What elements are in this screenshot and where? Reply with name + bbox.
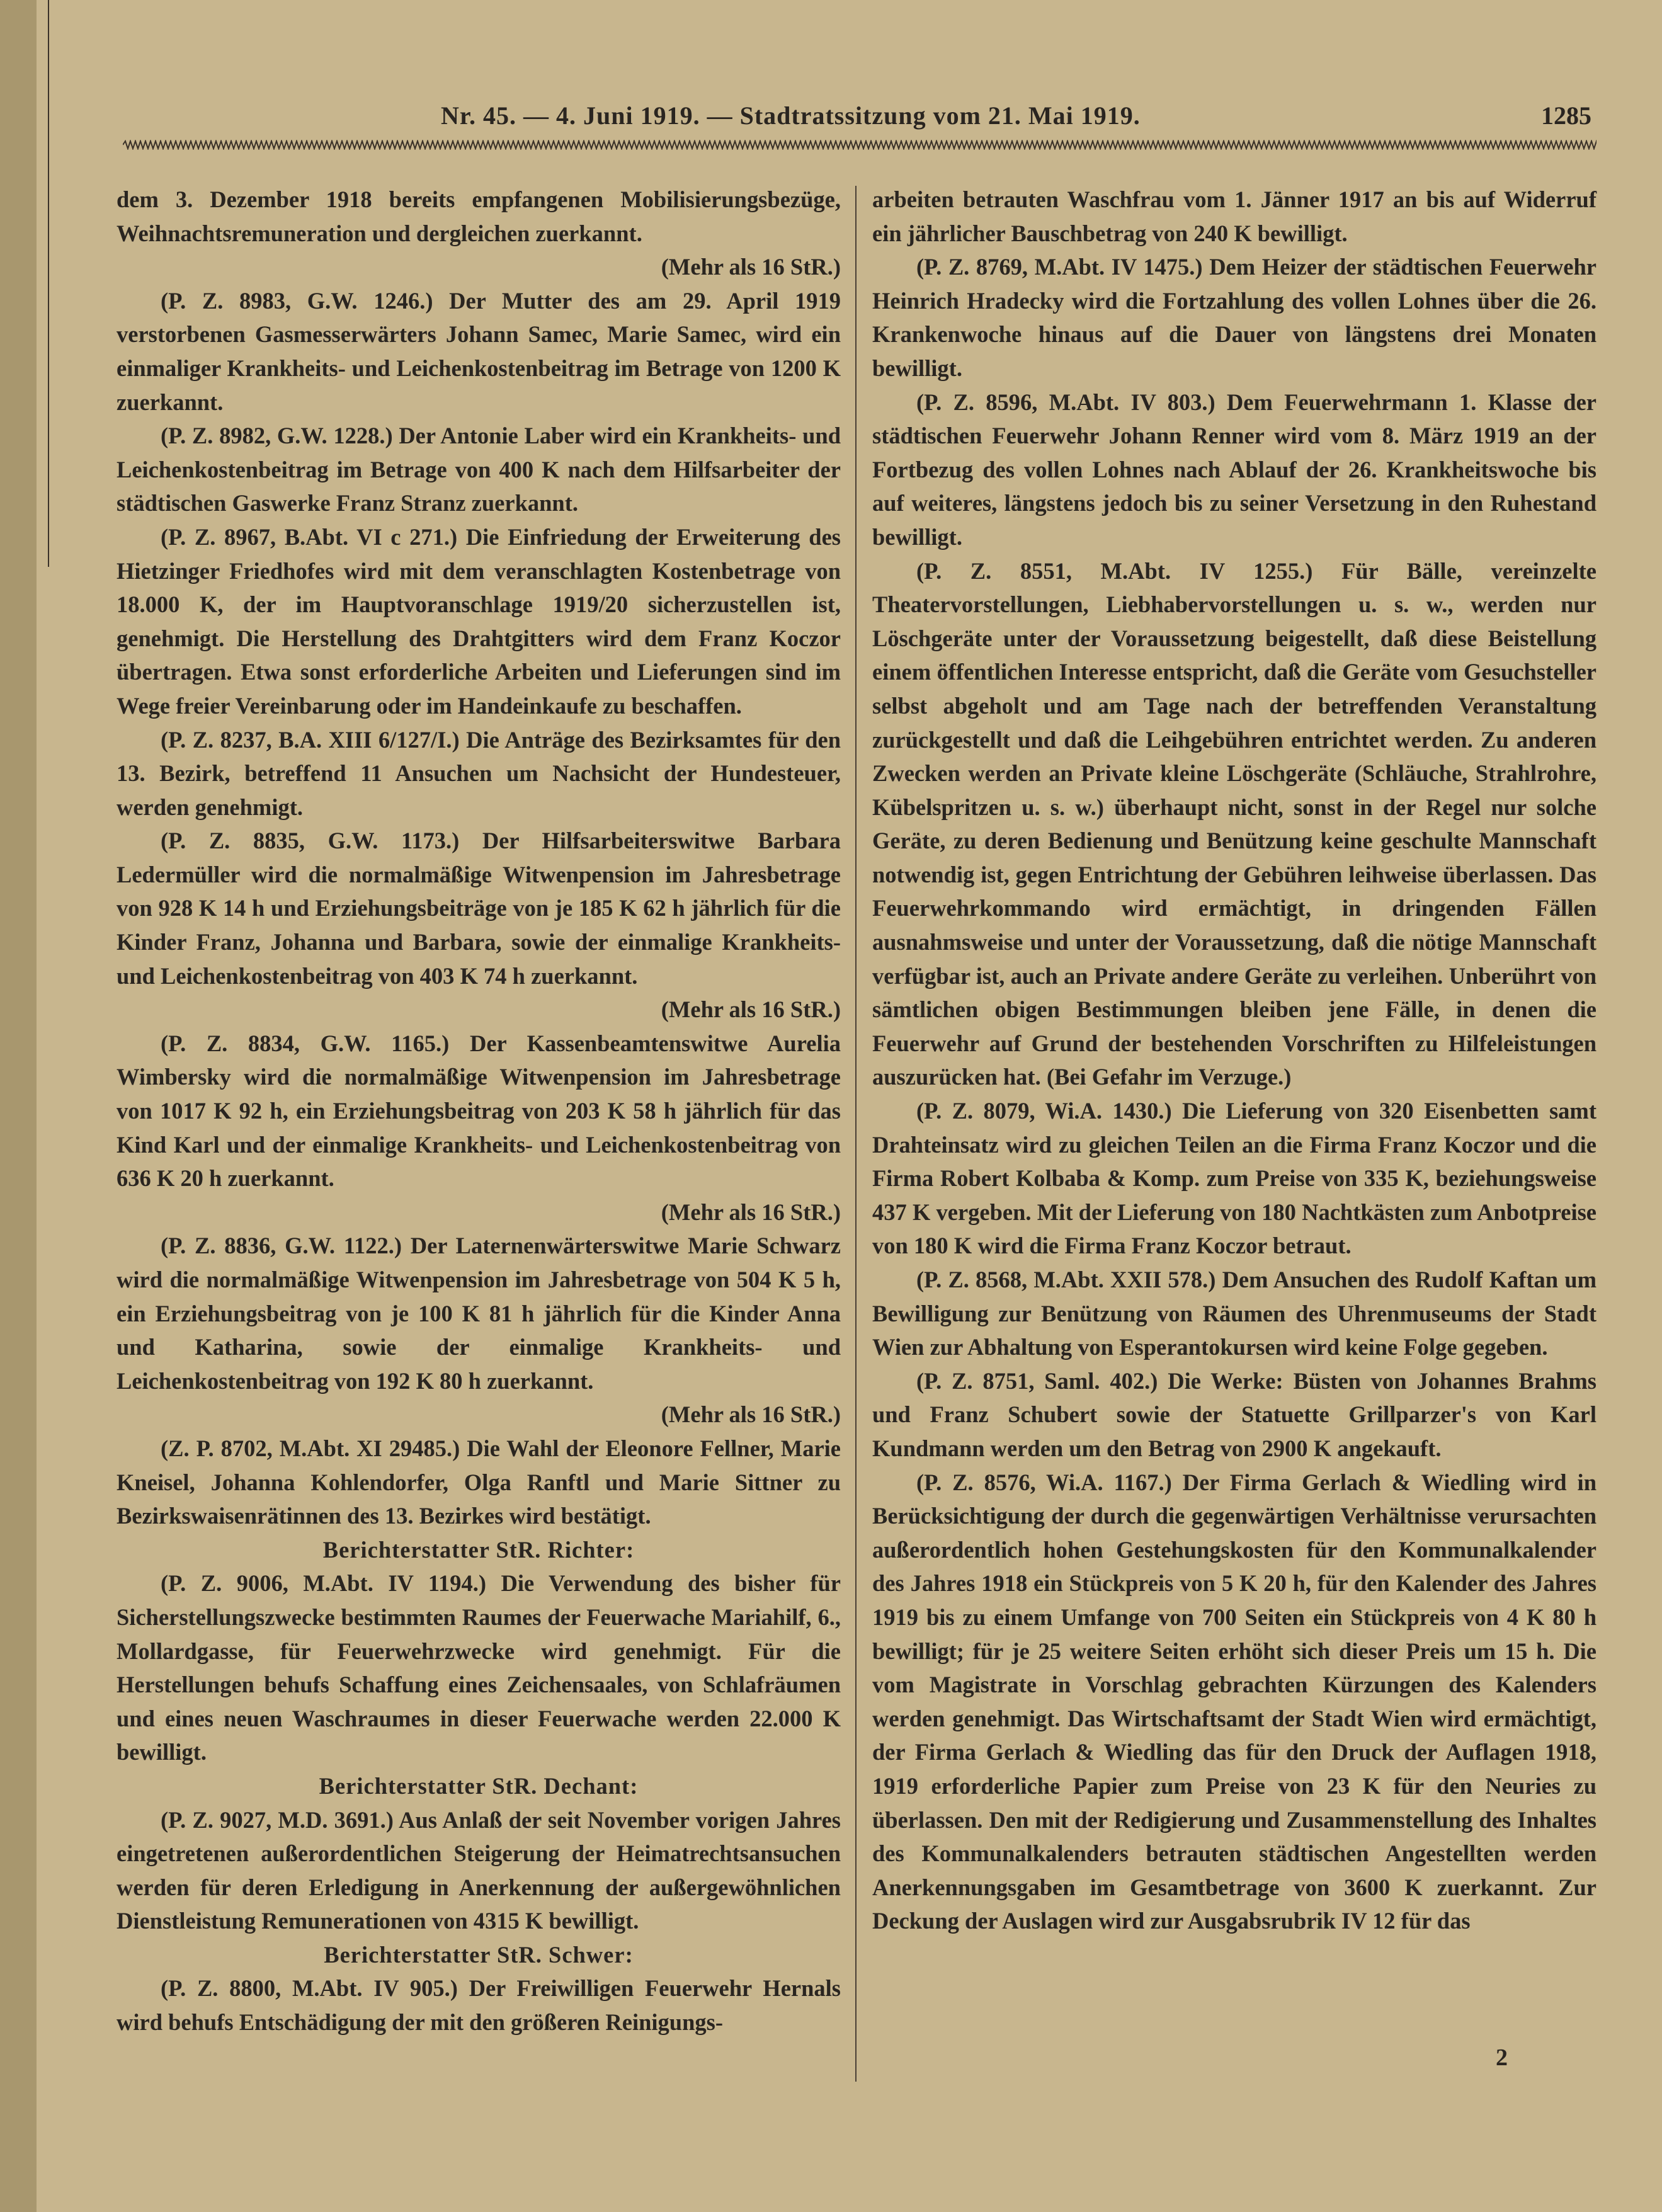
- running-header: [0, 101, 1662, 139]
- section-heading: Berichterstatter StR. Schwer:: [324, 1941, 634, 1968]
- paragraph: (P. Z. 8834, G.W. 1165.) Der Kassenbeamtenswitwe Aurelia Wimbersky wird die normalmäßige Witwenpension im Jahresbetrage von 1017 K 92 h, ein Erziehungsbeitrag von 203 K 58 h jährlich für das Kind Karl und der einmalige Krankheits- und Leichenkostenbeitrag von 636 K 20 h zuerkannt.: [117, 1030, 841, 1192]
- scan-edge: [0, 0, 37, 2212]
- paragraph: (P. Z. 8576, Wi.A. 1167.) Der Firma Gerlach & Wiedling wird in Berücksichtigung der durch die gegenwärtigen Verhältnisse verursachten außerordentlich hohen Gestehungskosten für den Kommunalkalender des Jahres 1918 ein Stückpreis von 5 K 20 h, für den Kalender des Jahres 1919 bis zu einem Umfange von 700 Seiten ein Stückpreis von 4 K 80 h bewilligt; für je 25 weitere Seiten erhöht sich dieser Preis um 15 h. Die vom Magistrate in Vorschlag gebrachten Kürzungen des Kalenders werden genehmigt. Das Wirtschaftsamt der Stadt Wien wird ermächtigt, der Firma Gerlach & Wiedling das für den Druck der Auflagen 1918, 1919 erforderliche Papier zum Preise von 23 K für den Neuries zu überlassen. Den mit der Redigierung und Zusammenstellung des Inhaltes des Kommunalkalenders betrauten städtischen Angestellten werden Anerkennungsgaben im Gesamtbetrage von 3600 K zuerkannt. Zur Deckung der Auslagen wird zur Ausgabsrubrik IV 12 für das: [872, 1469, 1597, 1934]
- vote-note: (Mehr als 16 StR.): [661, 1401, 841, 1428]
- paragraph: (P. Z. 8551, M.Abt. IV 1255.) Für Bälle, vereinzelte Theatervorstellungen, Liebhabervorstellungen u. s. w., werden nur Löschgeräte unter der Voraussetzung beigestellt, daß diese Beistellung einem öffentlichen Interesse entspricht, daß die Geräte vom Gesuchsteller selbst abgeholt und am Tage nach der betreffenden Veranstaltung zurückgestellt und daß die Leihgebühren entrichtet werden. Zu anderen Zwecken werden an Private kleine Löschgeräte (Schläuche, Strahlrohre, Kübelspritzen u. s. w.) überhaupt nicht, sonst in der Regel nur solche Geräte, zu deren Bedienung und Benützung keine geschulte Mannschaft notwendig ist, gegen Entrichtung der Gebühren leihweise überlassen. Das Feuerwehrkommando wird ermächtigt, in dringenden Fällen ausnahmsweise und unter der Voraussetzung, daß die nötige Mannschaft verfügbar ist, auch an Private andere Geräte zu verleihen. Unberührt von sämtlichen obigen Bestimmungen bleiben jene Fälle, in denen die Feuerwehr auf Grund der bestehenden Vorschriften zu Hilfeleistungen auszurücken hat. (Bei Gefahr im Verzuge.): [872, 557, 1597, 1090]
- vote-note: (Mehr als 16 StR.): [661, 1199, 841, 1225]
- paragraph: (P. Z. 8568, M.Abt. XXII 578.) Dem Ansuchen des Rudolf Kaftan um Bewilligung zur Benützung von Räumen des Uhrenmuseums der Stadt Wien zur Abhaltung von Esperantokursen wird keine Folge gegeben.: [872, 1267, 1597, 1360]
- paragraph: (P. Z. 8983, G.W. 1246.) Der Mutter des am 29. April 1919 verstorbenen Gasmesserwärters Johann Samec, Marie Samec, wird ein einmaliger Krankheits- und Leichenkostenbeitrag im Betrage von 1200 K zuerkannt.: [117, 287, 841, 415]
- paragraph: (P. Z. 8800, M.Abt. IV 905.) Der Freiwilligen Feuerwehr Hernals wird behufs Entschädigung der mit den größeren Reinigungs-: [117, 1975, 841, 2036]
- signature-mark: 2: [1496, 2044, 1508, 2071]
- paragraph: (P. Z. 8751, Saml. 402.) Die Werke: Büsten von Johannes Brahms und Franz Schubert sowie der Statuette Grillparzer's von Karl Kundmann werden um den Betrag von 2900 K angekauft.: [872, 1367, 1597, 1461]
- paragraph: (P. Z. 8967, B.Abt. VI c 271.) Die Einfriedung der Erweiterung des Hietzinger Friedhofes wird mit dem veranschlagten Kostenbetrage von 18.000 K, der im Hauptvoranschlage 1919/20 sicherzustellen ist, genehmigt. Die Herstellung des Drahtgitters wird dem Franz Koczor übertragen. Etwa sonst erforderliche Arbeiten und Lieferungen sind im Wege freier Vereinbarung oder im Handeinkaufe zu beschaffen.: [117, 523, 841, 719]
- paragraph: dem 3. Dezember 1918 bereits empfangenen Mobilisierungsbezüge, Weihnachtsremuneration und dergleichen zuerkannt.: [117, 186, 841, 246]
- paragraph: (P. Z. 8769, M.Abt. IV 1475.) Dem Heizer der städtischen Feuerwehr Heinrich Hradecky wird die Fortzahlung des vollen Lohnes über die 26. Krankenwoche hinaus auf die Dauer von längstens drei Monaten bewilligt.: [872, 254, 1597, 381]
- paragraph: (P. Z. 8237, B.A. XIII 6/127/I.) Die Anträge des Bezirksamtes für den 13. Bezirk, betreffend 11 Ansuchen um Nachsicht der Hundesteuer, werden genehmigt.: [117, 726, 841, 820]
- right-column: [872, 183, 1597, 1938]
- paragraph: arbeiten betrauten Waschfrau vom 1. Jänner 1917 an bis auf Widerruf ein jährlicher Bauschbetrag von 240 K bewilligt.: [872, 186, 1597, 246]
- paragraph: (P. Z. 8835, G.W. 1173.) Der Hilfsarbeiterswitwe Barbara Ledermüller wird die normalmäßige Witwenpension im Jahresbetrage von 928 K 14 h und Erziehungsbeiträge von je 185 K 62 h jährlich für die Kinder Franz, Johanna und Barbara, sowie der einmalige Krankheits- und Leichenkostenbeitrag von 403 K 74 h zuerkannt.: [117, 828, 841, 989]
- vote-note: (Mehr als 16 StR.): [661, 996, 841, 1023]
- paragraph: (P. Z. 8836, G.W. 1122.) Der Laternenwärterswitwe Marie Schwarz wird die normalmäßige Witwenpension im Jahresbetrage von 504 K 5 h, ein Erziehungsbeitrag von je 100 K 81 h jährlich für die Kinder Anna und Katharina, sowie der einmalige Krankheits- und Leichenkostenbeitrag von 192 K 80 h zuerkannt.: [117, 1233, 841, 1394]
- paragraph: (P. Z. 8596, M.Abt. IV 803.) Dem Feuerwehrmann 1. Klasse der städtischen Feuerwehr Johann Renner wird vom 8. März 1919 an der Fortbezug des vollen Lohnes nach Ablauf der 26. Krankheitswoche bis auf weiteres, längstens jedoch bis zu seiner Versetzung in den Ruhestand bewilligt.: [872, 389, 1597, 550]
- section-heading: Berichterstatter StR. Richter:: [322, 1536, 635, 1563]
- section-heading: Berichterstatter StR. Dechant:: [319, 1772, 639, 1799]
- paragraph: (P. Z. 8982, G.W. 1228.) Der Antonie Laber wird ein Krankheits- und Leichenkostenbeitrag im Betrage von 400 K nach dem Hilfsarbeiter der städtischen Gaswerke Franz Stranz zuerkannt.: [117, 423, 841, 516]
- paragraph: (P. Z. 9006, M.Abt. IV 1194.) Die Verwendung des bisher für Sicherstellungszwecke bestimmten Raumes der Feuerwache Mariahilf, 6., Mollardgasse, für Feuerwehrzwecke wird genehmigt. Für die Herstellungen behufs Schaffung eines Zeichensaales, von Schlafräumen und eines neuen Waschraumes in dieser Feuerwache werden 22.000 K bewilligt.: [117, 1570, 841, 1765]
- paragraph: (Z. P. 8702, M.Abt. XI 29485.) Die Wahl der Eleonore Fellner, Marie Kneisel, Johanna Kohlendorfer, Olga Ranftl und Marie Sittner zu Bezirkswaisenrätinnen des 13. Bezirkes wird bestätigt.: [117, 1435, 841, 1529]
- page-border-line: [48, 0, 49, 567]
- vote-note: (Mehr als 16 StR.): [661, 254, 841, 280]
- page-number: 1285: [1541, 101, 1591, 130]
- header-wavy-rule: [123, 140, 1597, 150]
- paragraph: (P. Z. 9027, M.D. 3691.) Aus Anlaß der seit November vorigen Jahres eingetretenen außerordentlichen Steigerung der Heimatrechtsansuchen werden für deren Erledigung in Anerkennung der außergewöhnlichen Dienstleistung Remunerationen von 4315 K bewilligt.: [117, 1806, 841, 1934]
- paragraph: (P. Z. 8079, Wi.A. 1430.) Die Lieferung von 320 Eisenbetten samt Drahteinsatz wird zu gleichen Teilen an die Firma Franz Koczor und die Firma Robert Kolbaba & Komp. zum Preise von 335 K, beziehungsweise 437 K vergeben. Mit der Lieferung von 180 Nachtkästen zum Anbotpreise von 180 K wird die Firma Franz Koczor betraut.: [872, 1098, 1597, 1259]
- column-divider: [855, 186, 857, 2082]
- left-column: [117, 183, 841, 2039]
- header-title: Nr. 45. — 4. Juni 1919. — Stadtratssitzung vom 21. Mai 1919.: [441, 101, 1141, 130]
